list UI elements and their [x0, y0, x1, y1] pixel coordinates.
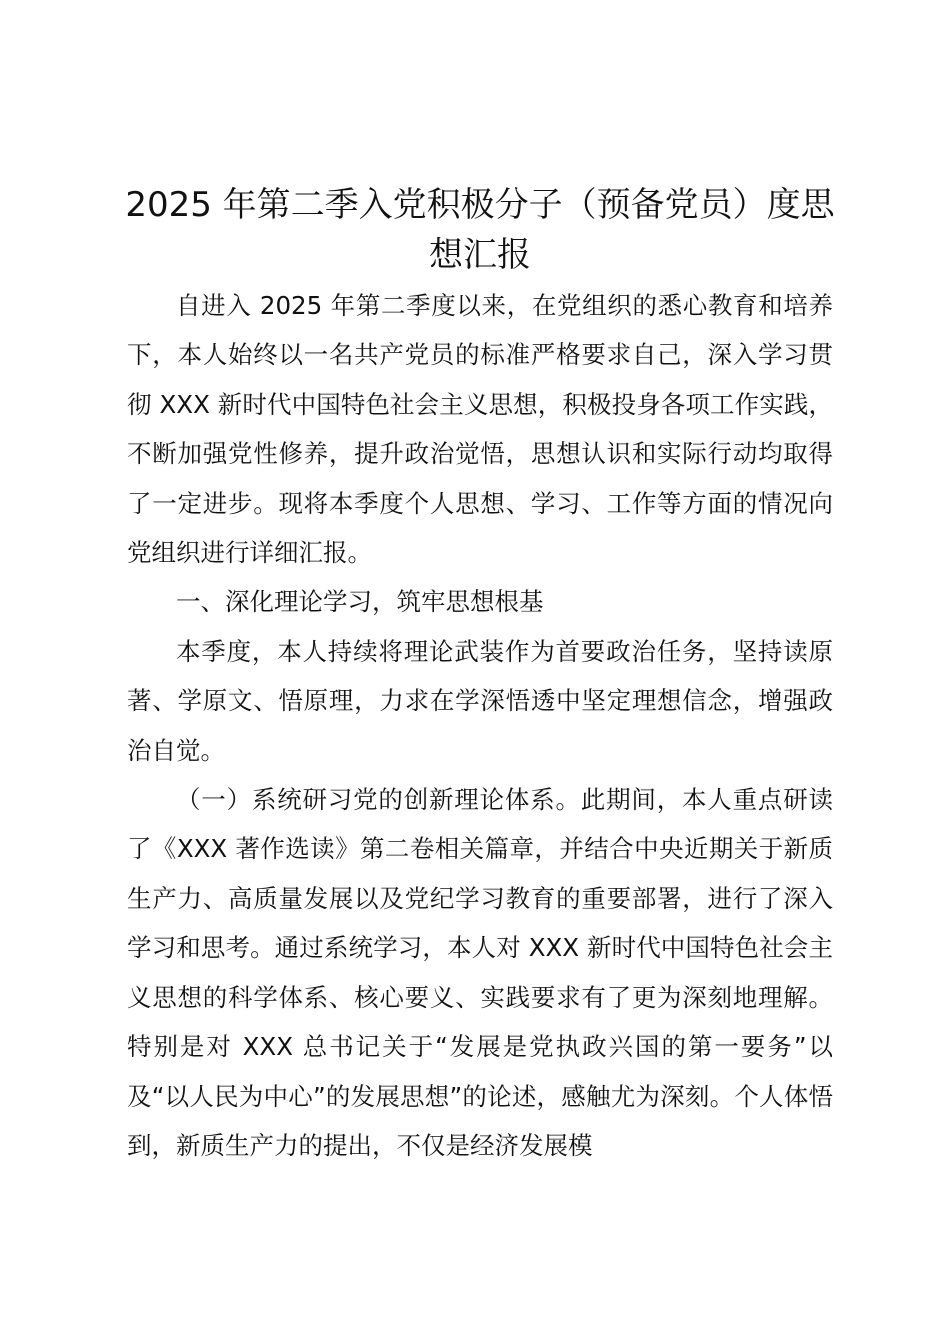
paragraph-intro: 自进入 2025 年第二季度以来，在党组织的悉心教育和培养下，本人始终以一名共产党员的标准严格要求自己，深入学习贯彻 XXX 新时代中国特色社会主义思想，积极投身各项工作实践，不断加强党性修养，提升政治觉悟，思想认识和实际行动均取得了一定进步。现将本季度个人思想、学习、工作等方面的情况向党组织进行详细汇报。	[127, 291, 833, 568]
document-title: 2025 年第二季入党积极分子（预备党员）度思想汇报	[125, 185, 835, 275]
paragraph-section-1: 本季度，本人持续将理论武装作为首要政治任务，坚持读原著、学原文、悟原理，力求在学深悟透中坚定理想信念，增强政治自觉。	[127, 636, 833, 765]
section-heading-1: 一、深化理论学习，筑牢思想根基	[176, 587, 544, 617]
paragraph-subsection-1: （一）系统研习党的创新理论体系。此期间，本人重点研读了《XXX 著作选读》第二卷相关篇章，并结合中央近期关于新质生产力、高质量发展以及党纪学习教育的重要部署，进行了深入学习和思考。通过系统学习，本人对 XXX 新时代中国特色社会主义思想的科学体系、核心要义、实践要求有了更为深刻地理解。特别是对 XXX 总书记关于“发展是党执政兴国的第一要务”以及“以人民为中心”的发展思想”的论述，感触尤为深刻。个人体悟到，新质生产力的提出，不仅是经济发展模	[127, 785, 833, 1160]
document-body	[127, 281, 833, 1170]
